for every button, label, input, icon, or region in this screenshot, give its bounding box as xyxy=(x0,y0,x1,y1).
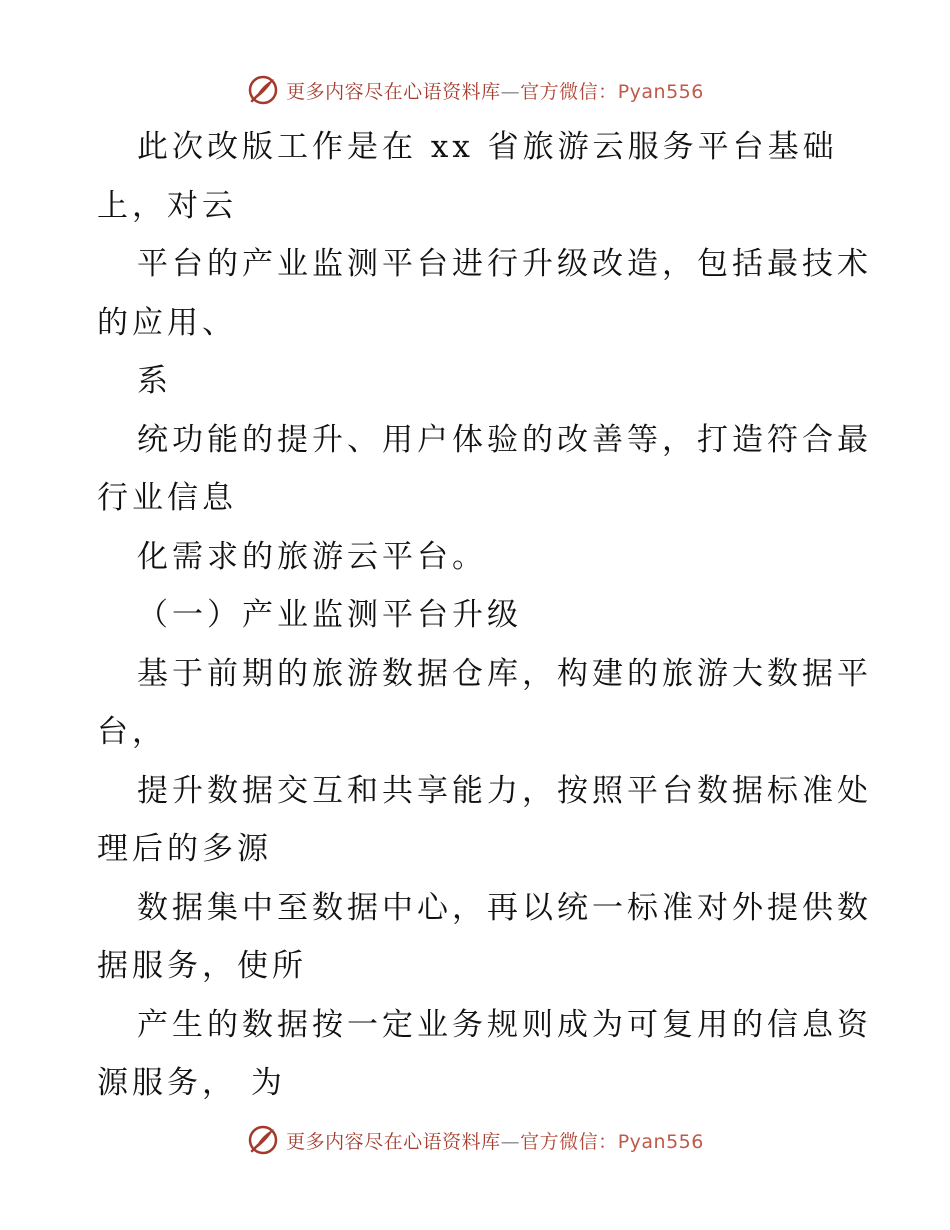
header-watermark-banner xyxy=(0,70,950,110)
text-line: 数据集中至数据中心，再以统一标准对外提供数 xyxy=(137,889,872,926)
watermark-contact-handle: Pyan556 xyxy=(617,1130,704,1153)
feather-pen-logo-icon xyxy=(246,73,280,107)
text-line: 台， xyxy=(97,714,167,750)
text-line: 的应用、 xyxy=(97,304,237,341)
document-body xyxy=(97,118,872,1113)
watermark-contact-handle: Pyan556 xyxy=(617,80,704,103)
text-line: 提升数据交互和共享能力，按照平台数据标准处 xyxy=(137,772,872,809)
watermark-separator: — xyxy=(500,1130,521,1153)
text-line: 此次改版工作是在 xx 省旅游云服务平台基础 xyxy=(137,129,838,165)
watermark-separator: — xyxy=(500,80,521,103)
text-line: 统功能的提升、用户体验的改善等，打造符合最 xyxy=(137,421,872,458)
watermark-main-text: 更多内容尽在心语资料库 xyxy=(286,1130,501,1153)
text-line: 产生的数据按一定业务规则成为可复用的信息资 xyxy=(137,1006,872,1043)
text-line: 行业信息 xyxy=(97,480,237,516)
text-line: 据服务，使所 xyxy=(97,948,307,984)
text-line: 源服务， 为 xyxy=(97,1065,286,1101)
feather-pen-logo-icon xyxy=(246,1123,280,1157)
watermark-text xyxy=(286,77,704,104)
text-line: 平台的产业监测平台进行升级改造，包括最技术 xyxy=(137,246,872,282)
text-line: 化需求的旅游云平台。 xyxy=(137,538,487,575)
text-line: 上，对云 xyxy=(97,187,237,224)
watermark-text xyxy=(286,1127,704,1154)
section-heading: （一）产业监测平台升级 xyxy=(137,597,522,633)
watermark-contact-label: 官方微信： xyxy=(520,1130,618,1153)
footer-watermark-banner xyxy=(0,1120,950,1160)
text-line: 理后的多源 xyxy=(97,831,272,867)
watermark-main-text: 更多内容尽在心语资料库 xyxy=(286,80,501,103)
watermark-contact-label: 官方微信： xyxy=(520,80,618,103)
text-line: 系 xyxy=(137,363,172,399)
text-line: 基于前期的旅游数据仓库，构建的旅游大数据平 xyxy=(137,655,872,692)
